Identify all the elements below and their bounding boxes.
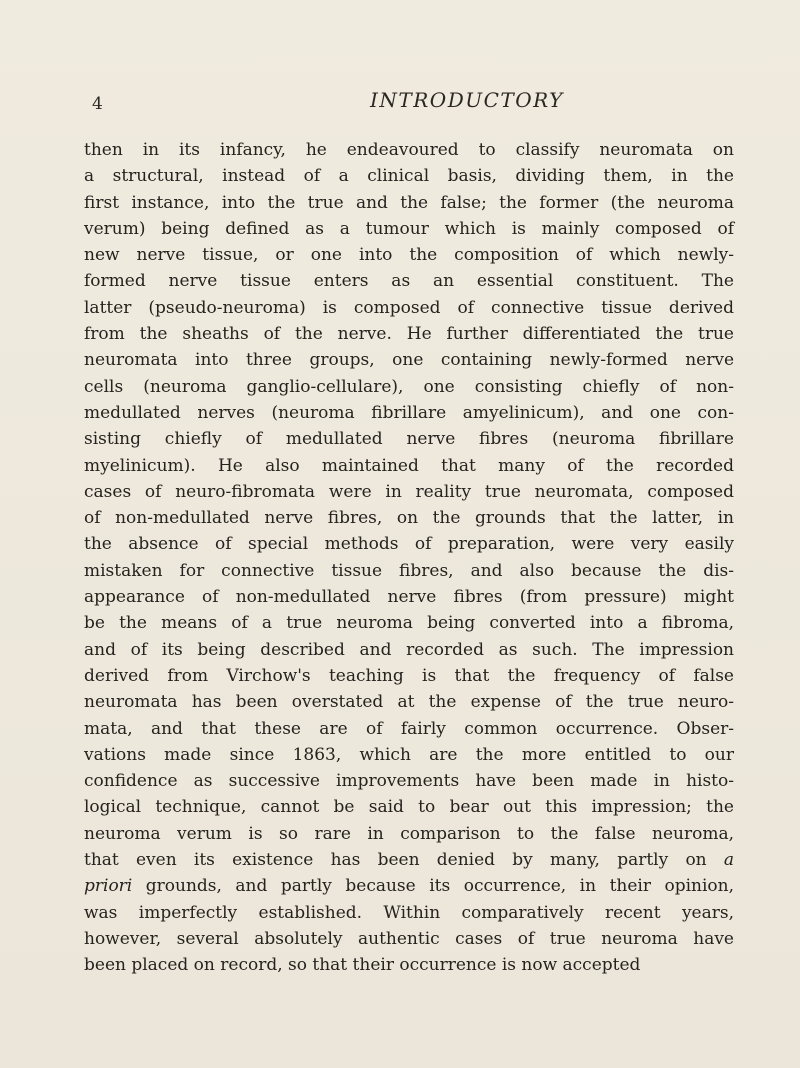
text-segment: verum) being defined as a tumour which is mainly composed of bbox=[84, 218, 734, 239]
text-line bbox=[84, 716, 734, 742]
text-segment: medullated nerves (neuroma fibrillare amyelinicum), and one con- bbox=[84, 402, 734, 423]
text-segment: and of its being described and recorded as such. The impression bbox=[84, 639, 734, 660]
text-segment: formed nerve tissue enters as an essential constituent. The bbox=[84, 271, 734, 292]
text-line bbox=[84, 400, 734, 426]
text-segment: a structural, instead of a clinical basis, dividing them, in the bbox=[84, 166, 734, 187]
running-head: INTRODUCTORY bbox=[370, 88, 564, 112]
text-segment: the absence of special methods of preparation, were very easily bbox=[84, 534, 734, 555]
text-segment: from the sheaths of the nerve. He further differentiated the true bbox=[84, 324, 734, 345]
text-segment: cases of neuro-fibromata were in reality true neuromata, composed bbox=[84, 481, 734, 502]
italic-text: priori bbox=[84, 876, 133, 897]
text-line bbox=[84, 426, 734, 452]
text-line bbox=[84, 268, 734, 294]
text-line bbox=[84, 163, 734, 189]
page-header bbox=[0, 88, 800, 118]
text-line bbox=[84, 689, 734, 715]
text-line bbox=[84, 821, 734, 847]
text-line bbox=[84, 663, 734, 689]
text-segment: vations made since 1863, which are the more entitled to our bbox=[84, 744, 734, 765]
body-text bbox=[84, 137, 734, 979]
text-segment: appearance of non-medullated nerve fibres (from pressure) might bbox=[84, 587, 734, 608]
text-line bbox=[84, 242, 734, 268]
text-line bbox=[84, 531, 734, 557]
text-line bbox=[84, 347, 734, 373]
page-number: 4 bbox=[92, 94, 103, 114]
text-segment: then in its infancy, he endeavoured to classify neuromata on bbox=[84, 140, 734, 160]
text-segment: myelinicum). He also maintained that many of the recorded bbox=[84, 455, 734, 476]
text-segment: be the means of a true neuroma being converted into a fibroma, bbox=[84, 613, 734, 634]
text-segment: cells (neuroma ganglio-cellulare), one consisting chiefly of non- bbox=[84, 376, 734, 397]
text-segment: mata, and that these are of fairly common occurrence. Obser- bbox=[84, 718, 734, 739]
text-line bbox=[84, 952, 734, 978]
text-line bbox=[84, 794, 734, 820]
text-line bbox=[84, 610, 734, 636]
text-segment: neuromata has been overstated at the expense of the true neuro- bbox=[84, 692, 734, 713]
text-segment: that even its existence has been denied by many, partly on bbox=[84, 850, 724, 871]
text-line bbox=[84, 847, 734, 873]
text-segment: sisting chiefly of medullated nerve fibres (neuroma fibrillare bbox=[84, 429, 734, 450]
text-line bbox=[84, 453, 734, 479]
text-segment: derived from Virchow's teaching is that the frequency of false bbox=[84, 665, 734, 686]
text-segment: neuromata into three groups, one containing newly-formed nerve bbox=[84, 350, 734, 371]
text-line bbox=[84, 505, 734, 531]
text-segment: latter (pseudo-neuroma) is composed of connective tissue derived bbox=[84, 297, 734, 318]
text-line bbox=[84, 768, 734, 794]
text-line bbox=[84, 584, 734, 610]
text-segment: neuroma verum is so rare in comparison to the false neuroma, bbox=[84, 823, 734, 844]
text-line bbox=[84, 558, 734, 584]
text-line bbox=[84, 190, 734, 216]
text-line bbox=[84, 374, 734, 400]
text-segment: new nerve tissue, or one into the composition of which newly- bbox=[84, 245, 734, 266]
italic-text: a bbox=[723, 850, 734, 871]
text-line bbox=[84, 295, 734, 321]
text-line bbox=[84, 216, 734, 242]
text-line bbox=[84, 321, 734, 347]
text-segment: of non-medullated nerve fibres, on the grounds that the latter, in bbox=[84, 508, 734, 529]
text-line bbox=[84, 873, 734, 899]
text-segment: logical technique, cannot be said to bear out this impression; the bbox=[84, 797, 734, 818]
text-line bbox=[84, 926, 734, 952]
text-line bbox=[84, 137, 734, 163]
text-segment: confidence as successive improvements have been made in histo- bbox=[84, 771, 734, 792]
text-segment: mistaken for connective tissue fibres, and also because the dis- bbox=[84, 560, 734, 581]
text-line bbox=[84, 742, 734, 768]
text-segment: first instance, into the true and the false; the former (the neuroma bbox=[84, 192, 734, 213]
text-line bbox=[84, 637, 734, 663]
text-segment: however, several absolutely authentic cases of true neuroma have bbox=[84, 928, 734, 949]
text-line bbox=[84, 900, 734, 926]
text-segment: grounds, and partly because its occurrence, in their opinion, bbox=[132, 876, 734, 897]
text-line bbox=[84, 479, 734, 505]
text-segment: was imperfectly established. Within comparatively recent years, bbox=[84, 902, 734, 923]
text-segment: been placed on record, so that their occurrence is now accepted bbox=[84, 955, 641, 976]
